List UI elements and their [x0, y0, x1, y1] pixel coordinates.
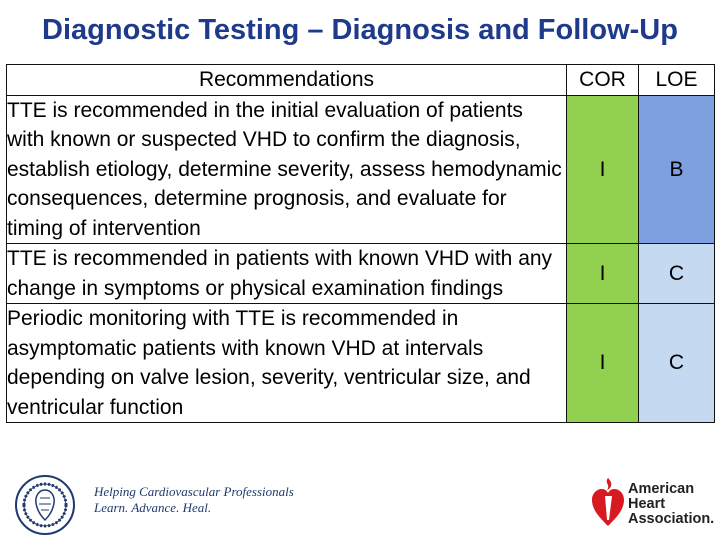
table-header-row	[7, 65, 715, 96]
acc-tagline-1: Helping Cardiovascular Professionals	[94, 484, 294, 499]
recommendation-text: Periodic monitoring with TTE is recommended in asymptomatic patients with known VHD at intervals depending on valve lesion, severity, ventricular size, and ventricular function	[7, 304, 567, 423]
recommendation-text: TTE is recommended in patients with known VHD with any change in symptoms or physical examination findings	[7, 244, 567, 304]
loe-value: C	[639, 244, 715, 304]
page-title: Diagnostic Testing – Diagnosis and Follow-Up	[42, 14, 678, 46]
cor-value: I	[567, 95, 639, 244]
aha-line-2: Heart	[628, 496, 666, 512]
acc-seal-icon	[14, 474, 76, 536]
header-recommendations: Recommendations	[7, 65, 567, 96]
loe-value: B	[639, 95, 715, 244]
table-row	[7, 95, 715, 244]
header-loe: LOE	[639, 65, 715, 96]
aha-logo	[590, 476, 716, 536]
recommendations-table	[6, 64, 715, 423]
table-row	[7, 244, 715, 304]
heart-torch-icon	[590, 476, 626, 530]
loe-value: C	[639, 304, 715, 423]
aha-line-3: Association.	[628, 511, 715, 527]
aha-line-1: American	[628, 481, 695, 497]
acc-logo	[14, 474, 294, 534]
cor-value: I	[567, 244, 639, 304]
acc-tagline-2: Learn. Advance. Heal.	[94, 500, 212, 515]
recommendation-text: TTE is recommended in the initial evaluation of patients with known or suspected VHD to confirm the diagnosis, establish etiology, determine severity, assess hemodynamic consequences, determine prognosis, and evaluate for timing of intervention	[7, 95, 567, 244]
cor-value: I	[567, 304, 639, 423]
header-cor: COR	[567, 65, 639, 96]
table-row	[7, 304, 715, 423]
